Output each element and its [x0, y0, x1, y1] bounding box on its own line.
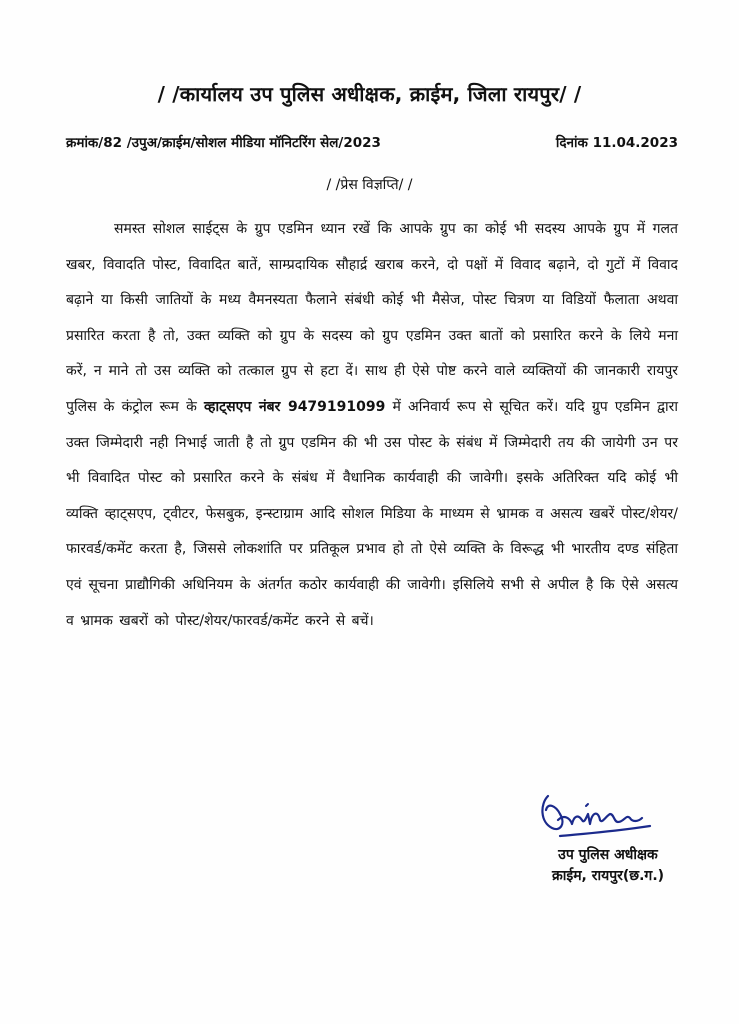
reference-line	[66, 133, 678, 151]
signatory-designation: उप पुलिस अधीक्षक	[558, 847, 658, 863]
reference-number: क्रमांक/82 /उपुअ/क्राईम/सोशल मीडिया मॉनिटरिंग सेल/2023	[66, 135, 381, 151]
office-title: / /कार्यालय उप पुलिस अधीक्षक, क्राईम, जिला रायपुर/ /	[157, 82, 582, 106]
document-date: दिनांक 11.04.2023	[555, 135, 678, 151]
press-release-label: / /प्रेस विज्ञप्ति/ /	[326, 177, 413, 193]
handwritten-signature	[530, 784, 670, 844]
body-paragraph	[66, 212, 678, 639]
body-text-part1: समस्त सोशल साईट्स के ग्रुप एडमिन ध्यान रखें कि आपके ग्रुप का कोई भी सदस्य आपके ग्रुप में गलत खबर, विवादति पोस्ट, विवादित बातें, साम्प्रदायिक सौहार्द्र खराब करने, दो पक्षों में विवाद बढ़ाने, दो गुटों में विवाद बढ़ाने या किसी जातियों के मध्य वैमनस्यता फैलाने संबंधी कोई भी मैसेज, पोस्ट चित्रण या विडियों फैलाता अथवा प्रसारित करता है तो, उक्त व्यक्ति को ग्रुप के सदस्य को ग्रुप एडमिन उक्त बातों को प्रसारित करने के लिये मना करें, न माने तो उस व्यक्ति को तत्काल ग्रुप से हटा दें। साथ ही ऐसे पोष्ट करने वाले व्यक्तियों की जानकारी रायपुर पुलिस के कंट्रोल रूम के	[66, 221, 678, 415]
body-text-part2: में अनिवार्य रूप से सूचित करें। यदि ग्रुप एडमिन द्वारा उक्त जिम्मेदारी नही निभाई जाती है तो ग्रुप एडमिन की भी उस पोस्ट के संबंध में जिम्मेदारी तय की जायेगी उन पर भी विवादित पोस्ट को प्रसारित करने के संबंध में वैधानिक कार्यवाही की जावेगी। इसके अतिरिक्त यदि कोई भी व्यक्ति व्हाट्सएप, ट्वीटर, फेसबुक, इन्स्टाग्राम आदि सोशल मिडिया के माध्यम से भ्रामक व असत्य खबरें पोस्ट/शेयर/फारवर्ड/कमेंट करता है, जिससे लोकशांति पर प्रतिकूल प्रभाव हो तो ऐसे व्यक्ति के विरूद्ध भी भारतीय दण्ड संहिता एवं सूचना प्राद्यौगिकी अधिनियम के अंतर्गत कठोर कार्यवाही की जावेगी। इसिलिये सभी से अपील है कि ऐसे असत्य व भ्रामक खबरों को पोस्ट/शेयर/फारवर्ड/कमेंट करने से बचें।	[66, 398, 678, 629]
signatory-location: क्राईम, रायपुर(छ.ग.)	[551, 868, 665, 884]
signatory-block	[528, 845, 688, 887]
whatsapp-number: व्हाट्सएप नंबर 9479191099	[203, 398, 386, 415]
